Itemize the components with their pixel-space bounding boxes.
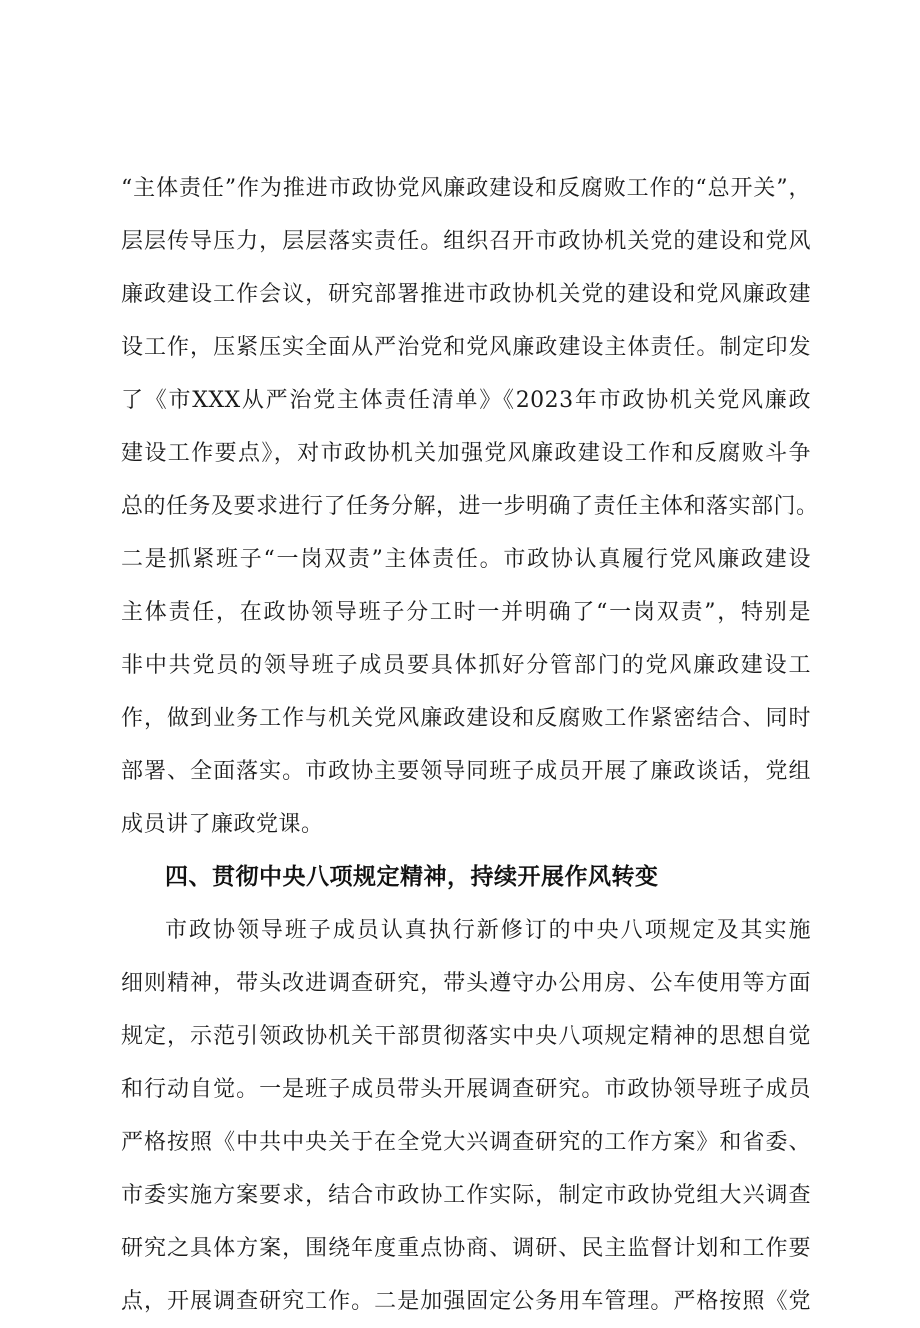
text-line: 主体责任，在政协领导班子分工时一并明确了“一岗双责”，特别是 bbox=[121, 600, 811, 625]
section-heading: 四、贯彻中央八项规定精神，持续开展作风转变 bbox=[165, 864, 659, 890]
text-line: 和行动自觉。一是班子成员带头开展调查研究。市政协领导班子成员 bbox=[121, 1077, 811, 1102]
text-line: 作，做到业务工作与机关党风廉政建设和反腐败工作紧密结合、同时 bbox=[121, 706, 811, 731]
text-line: 了《市XXX从严治党主体责任清单》《2023年市政协机关党风廉政 bbox=[121, 388, 811, 413]
text-line: “主体责任”作为推进市政协党风廉政建设和反腐败工作的“总开关”， bbox=[121, 176, 811, 201]
text-line: 廉政建设工作会议，研究部署推进市政协机关党的建设和党风廉政建 bbox=[121, 282, 811, 307]
text-line: 细则精神，带头改进调查研究，带头遵守办公用房、公车使用等方面 bbox=[121, 971, 811, 996]
text-line: 点，开展调查研究工作。二是加强固定公务用车管理。严格按照《党 bbox=[121, 1289, 811, 1314]
text-line: 层层传导压力，层层落实责任。组织召开市政协机关党的建设和党风 bbox=[121, 229, 811, 254]
text-line: 总的任务及要求进行了任务分解，进一步明确了责任主体和落实部门。 bbox=[121, 494, 819, 519]
text-line: 市政协领导班子成员认真执行新修订的中央八项规定及其实施 bbox=[165, 918, 811, 943]
document-body bbox=[121, 162, 819, 1328]
text-line: 部署、全面落实。市政协主要领导同班子成员开展了廉政谈话，党组 bbox=[121, 759, 811, 784]
text-line: 二是抓紧班子“一岗双责”主体责任。市政协认真履行党风廉政建设 bbox=[121, 547, 811, 572]
text-line: 非中共党员的领导班子成员要具体抓好分管部门的党风廉政建设工 bbox=[121, 653, 811, 678]
text-line: 研究之具体方案，围绕年度重点协商、调研、民主监督计划和工作要 bbox=[121, 1236, 811, 1261]
text-line: 规定，示范引领政协机关干部贯彻落实中央八项规定精神的思想自觉 bbox=[121, 1024, 811, 1049]
text-line: 严格按照《中共中央关于在全党大兴调查研究的工作方案》和省委、 bbox=[121, 1130, 811, 1155]
text-line: 市委实施方案要求，结合市政协工作实际，制定市政协党组大兴调查 bbox=[121, 1183, 811, 1208]
text-line: 设工作，压紧压实全面从严治党和党风廉政建设主体责任。制定印发 bbox=[121, 335, 811, 360]
text-line: 建设工作要点》，对市政协机关加强党风廉政建设工作和反腐败斗争 bbox=[121, 441, 811, 466]
text-line: 成员讲了廉政党课。 bbox=[121, 812, 324, 837]
